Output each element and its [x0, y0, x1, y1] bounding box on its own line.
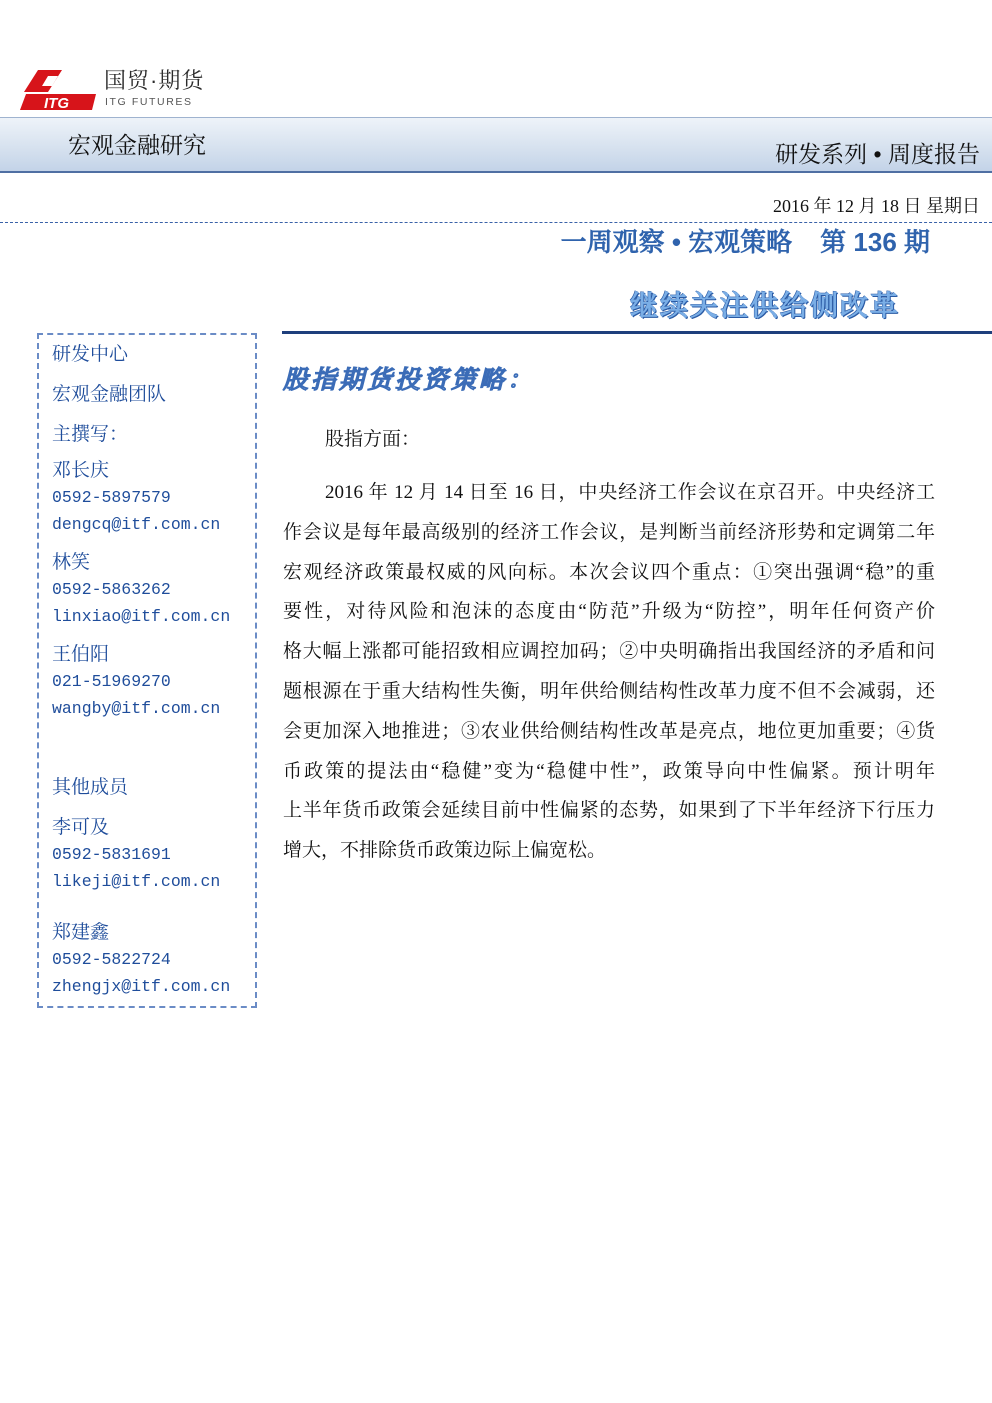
lead-authors-label: 主撰写：: [52, 424, 129, 445]
author-name: 林笑: [52, 552, 91, 573]
member-email: zhengjx@itf.com.cn: [52, 977, 231, 996]
member-card: [52, 919, 255, 1000]
paragraph-line: 上半年货币政策会延续目前中性偏紧的态势，如果到了下半年经济下行压力: [283, 800, 935, 822]
issue-column: 一周观察 • 宏观策略: [560, 227, 793, 257]
company-logo: [18, 66, 218, 112]
itg-logo-icon: [18, 68, 96, 110]
issue-title: [561, 226, 930, 258]
paragraph-line: 宏观经济政策最权威的风向标。本次会议四个重点：①突出强调“稳”的重: [283, 561, 935, 583]
member-name: 郑建鑫: [52, 922, 110, 943]
paragraph-line: 要性，对待风险和泡沫的态度由“防范”升级为“防控”，明年任何资产价: [283, 601, 935, 623]
member-phone: 0592-5822724: [52, 950, 171, 969]
paragraph-line: 题根源在于重大结构性失衡，明年供给侧结构性改革力度不但不会减弱，还: [283, 680, 935, 702]
paragraph-line: 会更加深入地推进；③农业供给侧结构性改革是亮点，地位更加重要；④货: [283, 720, 935, 742]
issue-number: 第 136 期: [820, 227, 930, 257]
contact-sidebar: [37, 333, 257, 1008]
author-card: [52, 641, 255, 722]
dashed-divider: [0, 222, 992, 223]
member-name: 李可及: [52, 817, 110, 838]
report-headline: 继续关注供给侧改革: [629, 290, 900, 321]
report-date: 2016 年 12 月 18 日 星期日: [773, 196, 980, 216]
author-email: dengcq@itf.com.cn: [52, 515, 221, 534]
brand-name-cn: 国贸·期货: [104, 68, 205, 93]
author-name: 邓长庆: [52, 460, 110, 481]
logo-mark-text: ITG: [44, 95, 69, 110]
header-band: [0, 117, 992, 173]
author-card: [52, 549, 255, 630]
author-email: linxiao@itf.com.cn: [52, 607, 231, 626]
paragraph-line: 作会议是每年最高级别的经济工作会议，是判断当前经济形势和定调第二年: [283, 521, 935, 543]
paragraph-line: 2016 年 12 月 14 日至 16 日，中央经济工作会议在京召开。中央经济工: [325, 482, 935, 503]
body-paragraph: [283, 473, 935, 871]
other-members-label: 其他成员: [52, 777, 129, 798]
author-phone: 0592-5897579: [52, 488, 171, 507]
content-rule: [282, 331, 992, 334]
paragraph-line: 增大，不排除货币政策边际上偏宽松。: [283, 840, 607, 862]
section-heading: 股指期货投资策略：: [283, 366, 536, 394]
research-category: 宏观金融研究: [68, 132, 206, 158]
member-phone: 0592-5831691: [52, 845, 171, 864]
member-card: [52, 814, 255, 895]
section-subheading: 股指方面：: [325, 429, 421, 450]
brand-name-en: ITG FUTURES: [105, 96, 193, 108]
author-phone: 021-51969270: [52, 672, 171, 691]
author-phone: 0592-5863262: [52, 580, 171, 599]
paragraph-line: 格大幅上涨都可能招致相应调控加码；②中央明确指出我国经济的矛盾和问: [283, 641, 935, 663]
member-email: likeji@itf.com.cn: [52, 872, 221, 891]
author-card: [52, 457, 255, 538]
department: 研发中心: [52, 344, 129, 365]
report-series: 研发系列 • 周度报告: [775, 141, 980, 167]
paragraph-line: 币政策的提法由“稳健”变为“稳健中性”，政策导向中性偏紧。预计明年: [283, 760, 935, 782]
author-name: 王伯阳: [52, 644, 110, 665]
team-name: 宏观金融团队: [52, 384, 167, 405]
author-email: wangby@itf.com.cn: [52, 699, 221, 718]
